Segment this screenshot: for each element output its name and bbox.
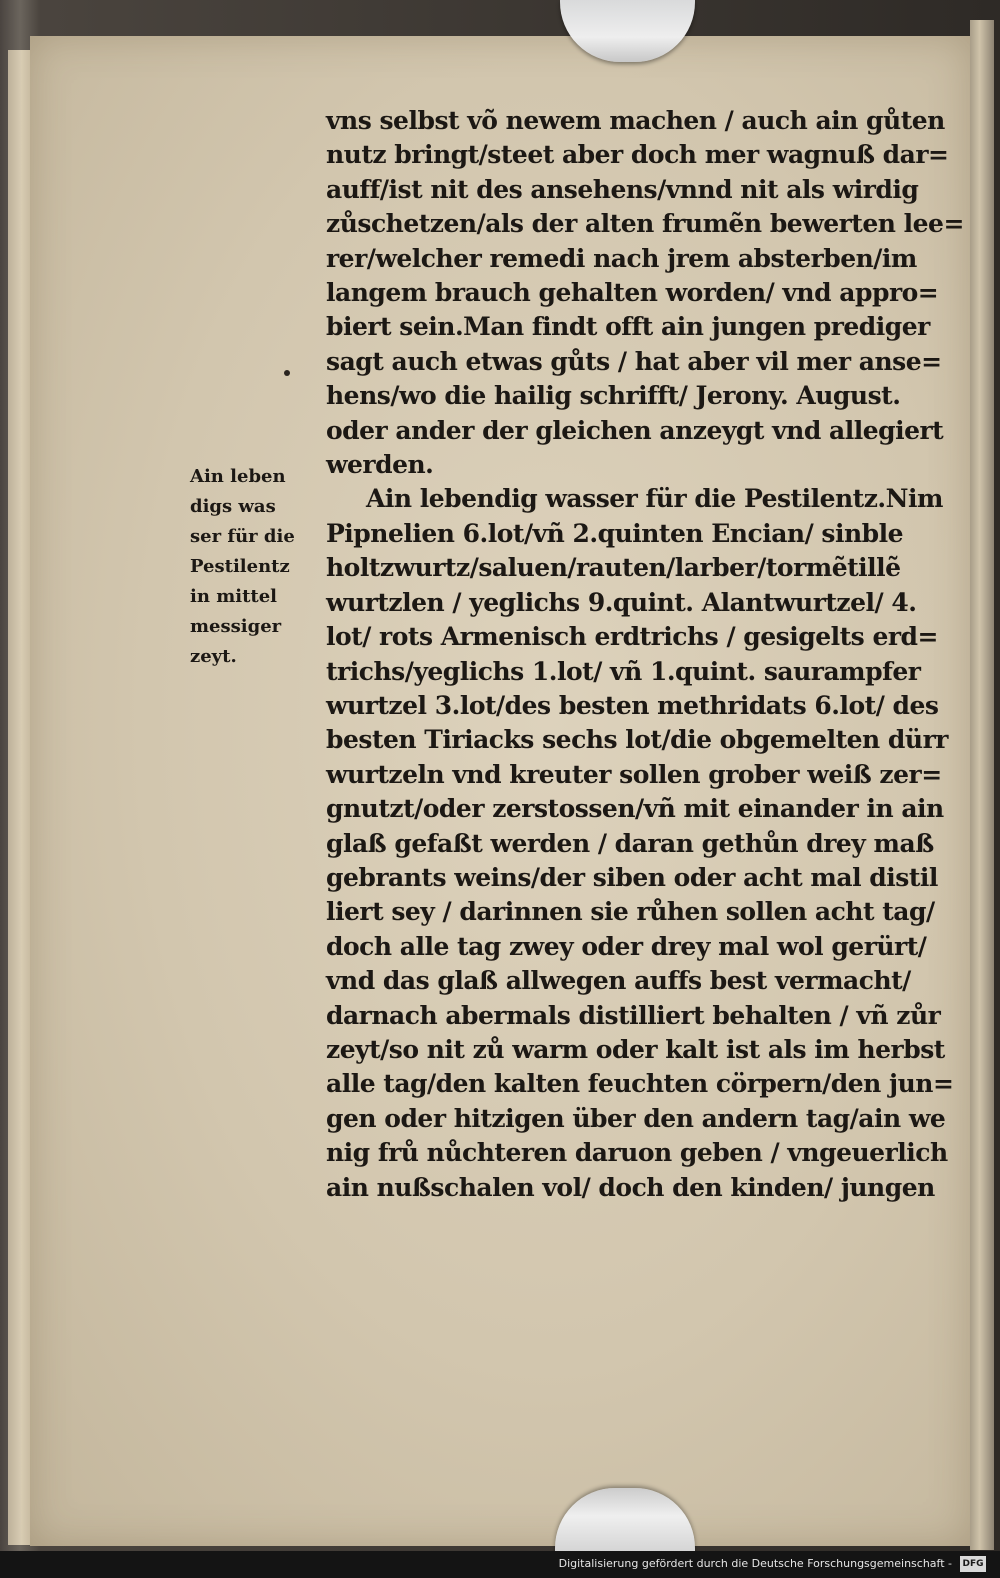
text-line: gnutzt/oder zerstossen/vñ mit einander in ain [326, 794, 944, 824]
text-line: oder ander der gleichen anzeygt vnd allegiert [326, 415, 944, 445]
text-line: langem brauch gehalten worden/ vnd appro= [326, 278, 939, 308]
text-line: darnach abermals distilliert behalten / vñ zůr [326, 1000, 941, 1030]
text-line: nig frů nůchteren daruon geben / vngeuerlich [326, 1138, 948, 1168]
marginal-line: Ain leben [190, 466, 286, 487]
text-line: auff/ist nit des ansehens/vnnd nit als wirdig [326, 174, 919, 204]
marginal-line: messiger [190, 616, 282, 637]
marginal-line: in mittel [190, 586, 277, 607]
text-line: rer/welcher remedi nach jrem absterben/im [326, 243, 917, 273]
text-line: trichs/yeglichs 1.lot/ vñ 1.quint. saurampfer [326, 656, 921, 686]
text-line: vns selbst võ newem machen / auch ain gůten [326, 106, 945, 135]
text-line: hens/wo die hailig schrifft/ Jerony. August. [326, 381, 901, 411]
text-line: alle tag/den kalten feuchten cörpern/den jun= [326, 1069, 954, 1099]
text-line: lot/ rots Armenisch erdtrichs / gesigelts erd= [326, 622, 938, 652]
text-line: sagt auch etwas gůts / hat aber vil mer anse= [326, 346, 942, 376]
dfg-logo: DFG [960, 1556, 986, 1572]
marginal-line: ser für die [190, 526, 295, 547]
text-line: gebrants weins/der siben oder acht mal distil [326, 862, 938, 892]
text-line: glaß gefaßt werden / daran gethůn drey maß [326, 828, 934, 858]
text-line: doch alle tag zwey oder drey mal wol gerürt/ [326, 931, 927, 961]
text-line: liert sey / darinnen sie růhen sollen acht tag/ [326, 897, 935, 927]
page-edge-left [8, 50, 30, 1545]
text-line: biert sein.Man findt offt ain jungen prediger [326, 312, 930, 342]
text-line: holtzwurtz/saluen/rauten/larber/tormẽtillẽ [326, 553, 901, 583]
ink-dot [284, 370, 290, 376]
text-line: Ain lebendig wasser für die Pestilentz.Nim [366, 484, 943, 514]
text-line: werden. [326, 450, 434, 480]
text-line: zůschetzen/als der alten frumẽn bewerten lee= [326, 209, 964, 239]
text-line: wurtzel 3.lot/des besten methridats 6.lot/ des [326, 690, 939, 720]
text-line: vnd das glaß allwegen auffs best vermacht/ [326, 966, 911, 996]
page-edge-right [970, 20, 994, 1550]
text-line: ain nußschalen vol/ doch den kinden/ jungen [326, 1172, 935, 1202]
marginal-line: Pestilentz [190, 556, 290, 577]
text-line: zeyt/so nit zů warm oder kalt ist als im herbst [326, 1034, 945, 1064]
main-text-block [326, 104, 964, 1205]
text-line: besten Tiriacks sechs lot/die obgemelten dürr [326, 725, 948, 755]
marginal-line: digs was [190, 496, 276, 517]
text-line: gen oder hitzigen über den andern tag/ain we [326, 1103, 946, 1133]
marginal-line: zeyt. [190, 646, 237, 667]
footer-credit: Digitalisierung gefördert durch die Deutsche Forschungsgemeinschaft - [558, 1557, 952, 1570]
text-line: nutz bringt/steet aber doch mer wagnuß dar= [326, 140, 949, 170]
text-line: Pipnelien 6.lot/vñ 2.quinten Encian/ sinble [326, 518, 904, 548]
marginal-note [190, 462, 320, 672]
text-line: wurtzlen / yeglichs 9.quint. Alantwurtzel/ 4. [326, 587, 917, 617]
text-line: wurtzeln vnd kreuter sollen grober weiß zer= [326, 759, 942, 789]
